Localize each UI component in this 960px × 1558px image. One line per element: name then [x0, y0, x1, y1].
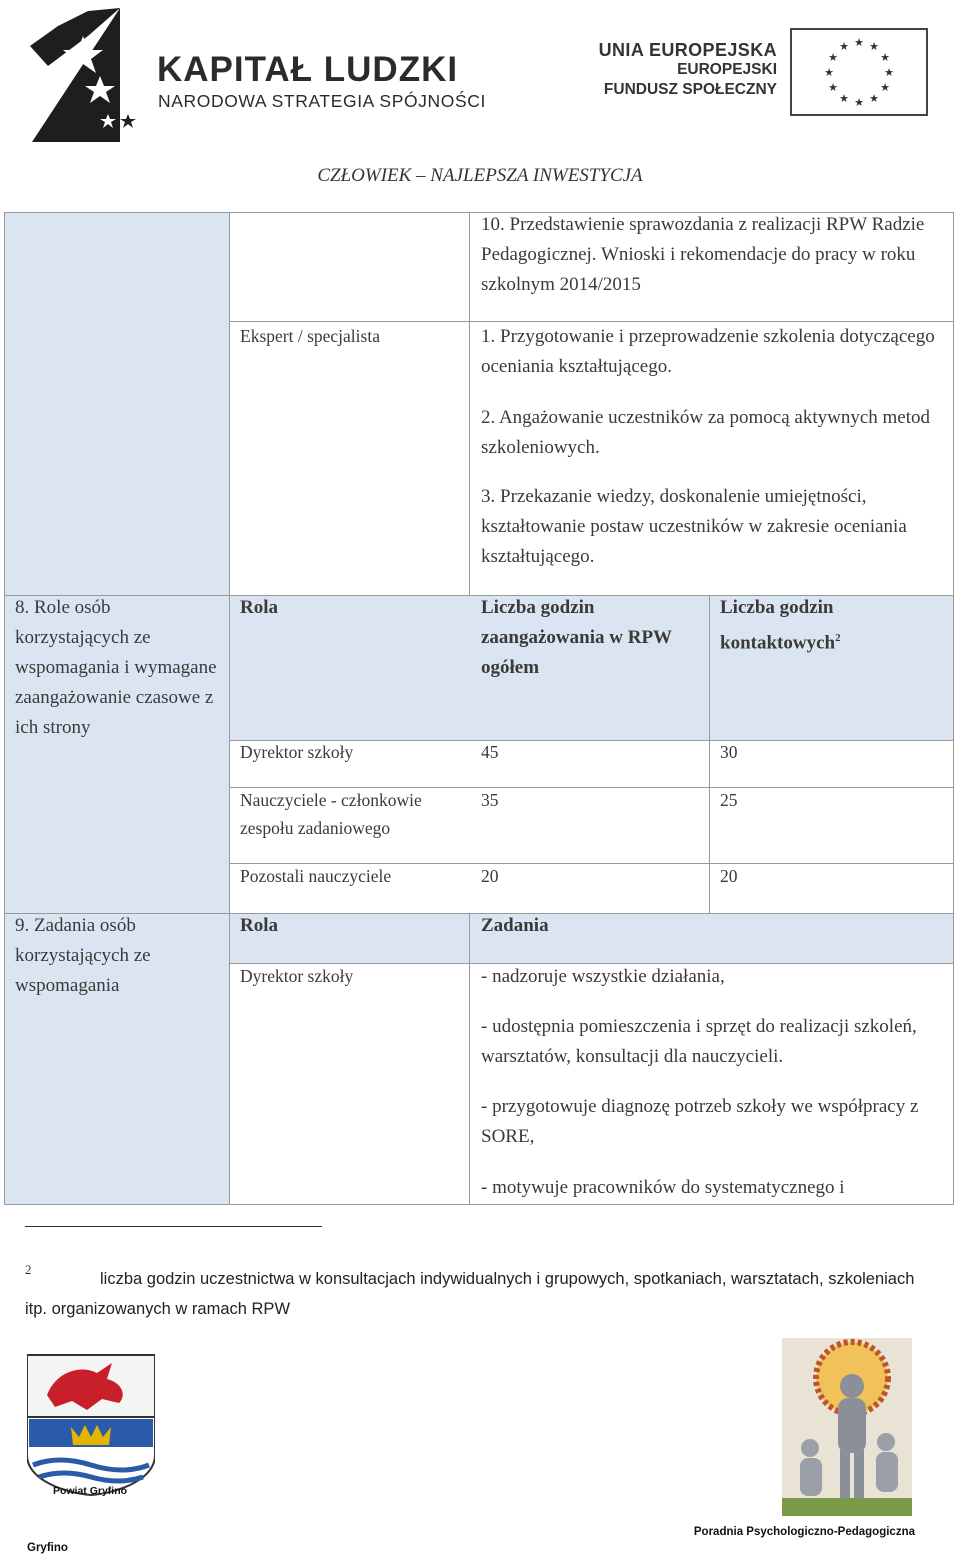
contact-hours-label: Liczba godzin kontaktowych: [720, 597, 836, 654]
footnote-separator: [25, 1226, 322, 1227]
svg-text:★: ★: [880, 52, 890, 64]
expert-task-2: 2. Angażowanie uczestników za pomocą aktywnych metod szkoleniowych.: [481, 407, 930, 458]
section9-role: Dyrektor szkoły: [240, 966, 354, 986]
svg-text:★: ★: [828, 52, 838, 64]
director-task-3: - przygotowuje diagnozę potrzeb szkoły we współpracy z SORE,: [481, 1096, 919, 1147]
expert-role: Ekspert / specjalista: [240, 326, 380, 346]
svg-text:★: ★: [839, 93, 849, 105]
section9-header-role: Rola: [240, 915, 278, 936]
director-task-1: - nadzoruje wszystkie działania,: [481, 966, 725, 987]
svg-text:★: ★: [854, 97, 864, 109]
footer-right-text: Poradnia Psychologiczno-Pedagogiczna: [693, 1526, 915, 1538]
role-row-2-contact: 25: [720, 790, 738, 810]
role-row-3-role: Pozostali nauczyciele: [240, 866, 392, 886]
svg-text:★: ★: [869, 41, 879, 53]
role-row-2-total: 35: [481, 790, 499, 810]
eu-line-3: FUNDUSZ SPOŁECZNY: [603, 81, 777, 98]
role-row-3-total: 20: [481, 866, 499, 886]
director-task-4: - motywuje pracowników do systematycznego i: [481, 1177, 845, 1198]
section8-header-total-hours: Liczba godzin zaangażowania w RPW ogółem: [481, 597, 672, 678]
task-item-10: 10. Przedstawienie sprawozdania z realizacji RPW Radzie Pedagogicznej. Wnioski i rekomendacje do pracy w roku szkolnym 2014/2015: [481, 214, 925, 295]
svg-text:★: ★: [884, 67, 894, 79]
svg-text:★: ★: [828, 82, 838, 94]
motto: CZŁOWIEK – NAJLEPSZA INWESTYCJA: [317, 165, 643, 186]
role-row-1-role: Dyrektor szkoły: [240, 742, 354, 762]
svg-text:★: ★: [824, 67, 834, 79]
role-row-1-contact: 30: [720, 742, 738, 762]
eu-flag-icon: [790, 28, 928, 116]
program-subtitle: NARODOWA STRATEGIA SPÓJNOŚCI: [158, 91, 486, 111]
role-row-2-role: Nauczyciele - członkowie zespołu zadaniowego: [240, 790, 422, 838]
crest-label: Powiat Gryfino: [52, 1485, 128, 1497]
section8-header-role: Rola: [240, 597, 278, 618]
footnote-ref: 2: [835, 632, 841, 644]
role-row-1-total: 45: [481, 742, 499, 762]
svg-text:★: ★: [880, 82, 890, 94]
svg-text:★: ★: [854, 37, 864, 49]
director-task-2: - udostępnia pomieszczenia i sprzęt do realizacji szkoleń, warsztatów, konsultacji dla nauczycieli.: [481, 1016, 917, 1067]
powiat-gryfino-crest-icon: [27, 1345, 155, 1505]
program-title: KAPITAŁ LUDZKI: [157, 50, 459, 89]
svg-text:★: ★: [869, 93, 879, 105]
eu-label: [599, 40, 777, 100]
section9-header-bg: [229, 913, 954, 963]
role-row-3-contact: 20: [720, 866, 738, 886]
footnote-number: 2: [25, 1262, 32, 1277]
footer-left-text: Gryfino: [27, 1542, 68, 1554]
section9-label: 9. Zadania osób korzystających ze wspomagania: [15, 915, 151, 996]
poradnia-logo-icon: [782, 1338, 912, 1516]
svg-text:★: ★: [839, 41, 849, 53]
eu-line-1: UNIA EUROPEJSKA: [598, 40, 777, 60]
section8-label: 8. Role osób korzystających ze wspomagania i wymagane zaangażowanie czasowe z ich strony: [15, 597, 217, 738]
section9-header-tasks: Zadania: [481, 915, 549, 936]
section8-header-contact-hours: [720, 593, 945, 658]
expert-task-1: 1. Przygotowanie i przeprowadzenie szkolenia dotyczącego oceniania kształtującego.: [481, 326, 935, 377]
footnote-text: liczba godzin uczestnictwa w konsultacjach indywidualnych i grupowych, spotkaniach, warsztatach, szkoleniach itp. organizowanych w ramach RPW: [25, 1270, 915, 1318]
kapital-ludzki-logo-icon: [28, 6, 150, 144]
expert-task-3: 3. Przekazanie wiedzy, doskonalenie umiejętności, kształtowanie postaw uczestników w zakresie oceniania kształtującego.: [481, 486, 907, 567]
eu-line-2: EUROPEJSKI: [677, 61, 777, 78]
